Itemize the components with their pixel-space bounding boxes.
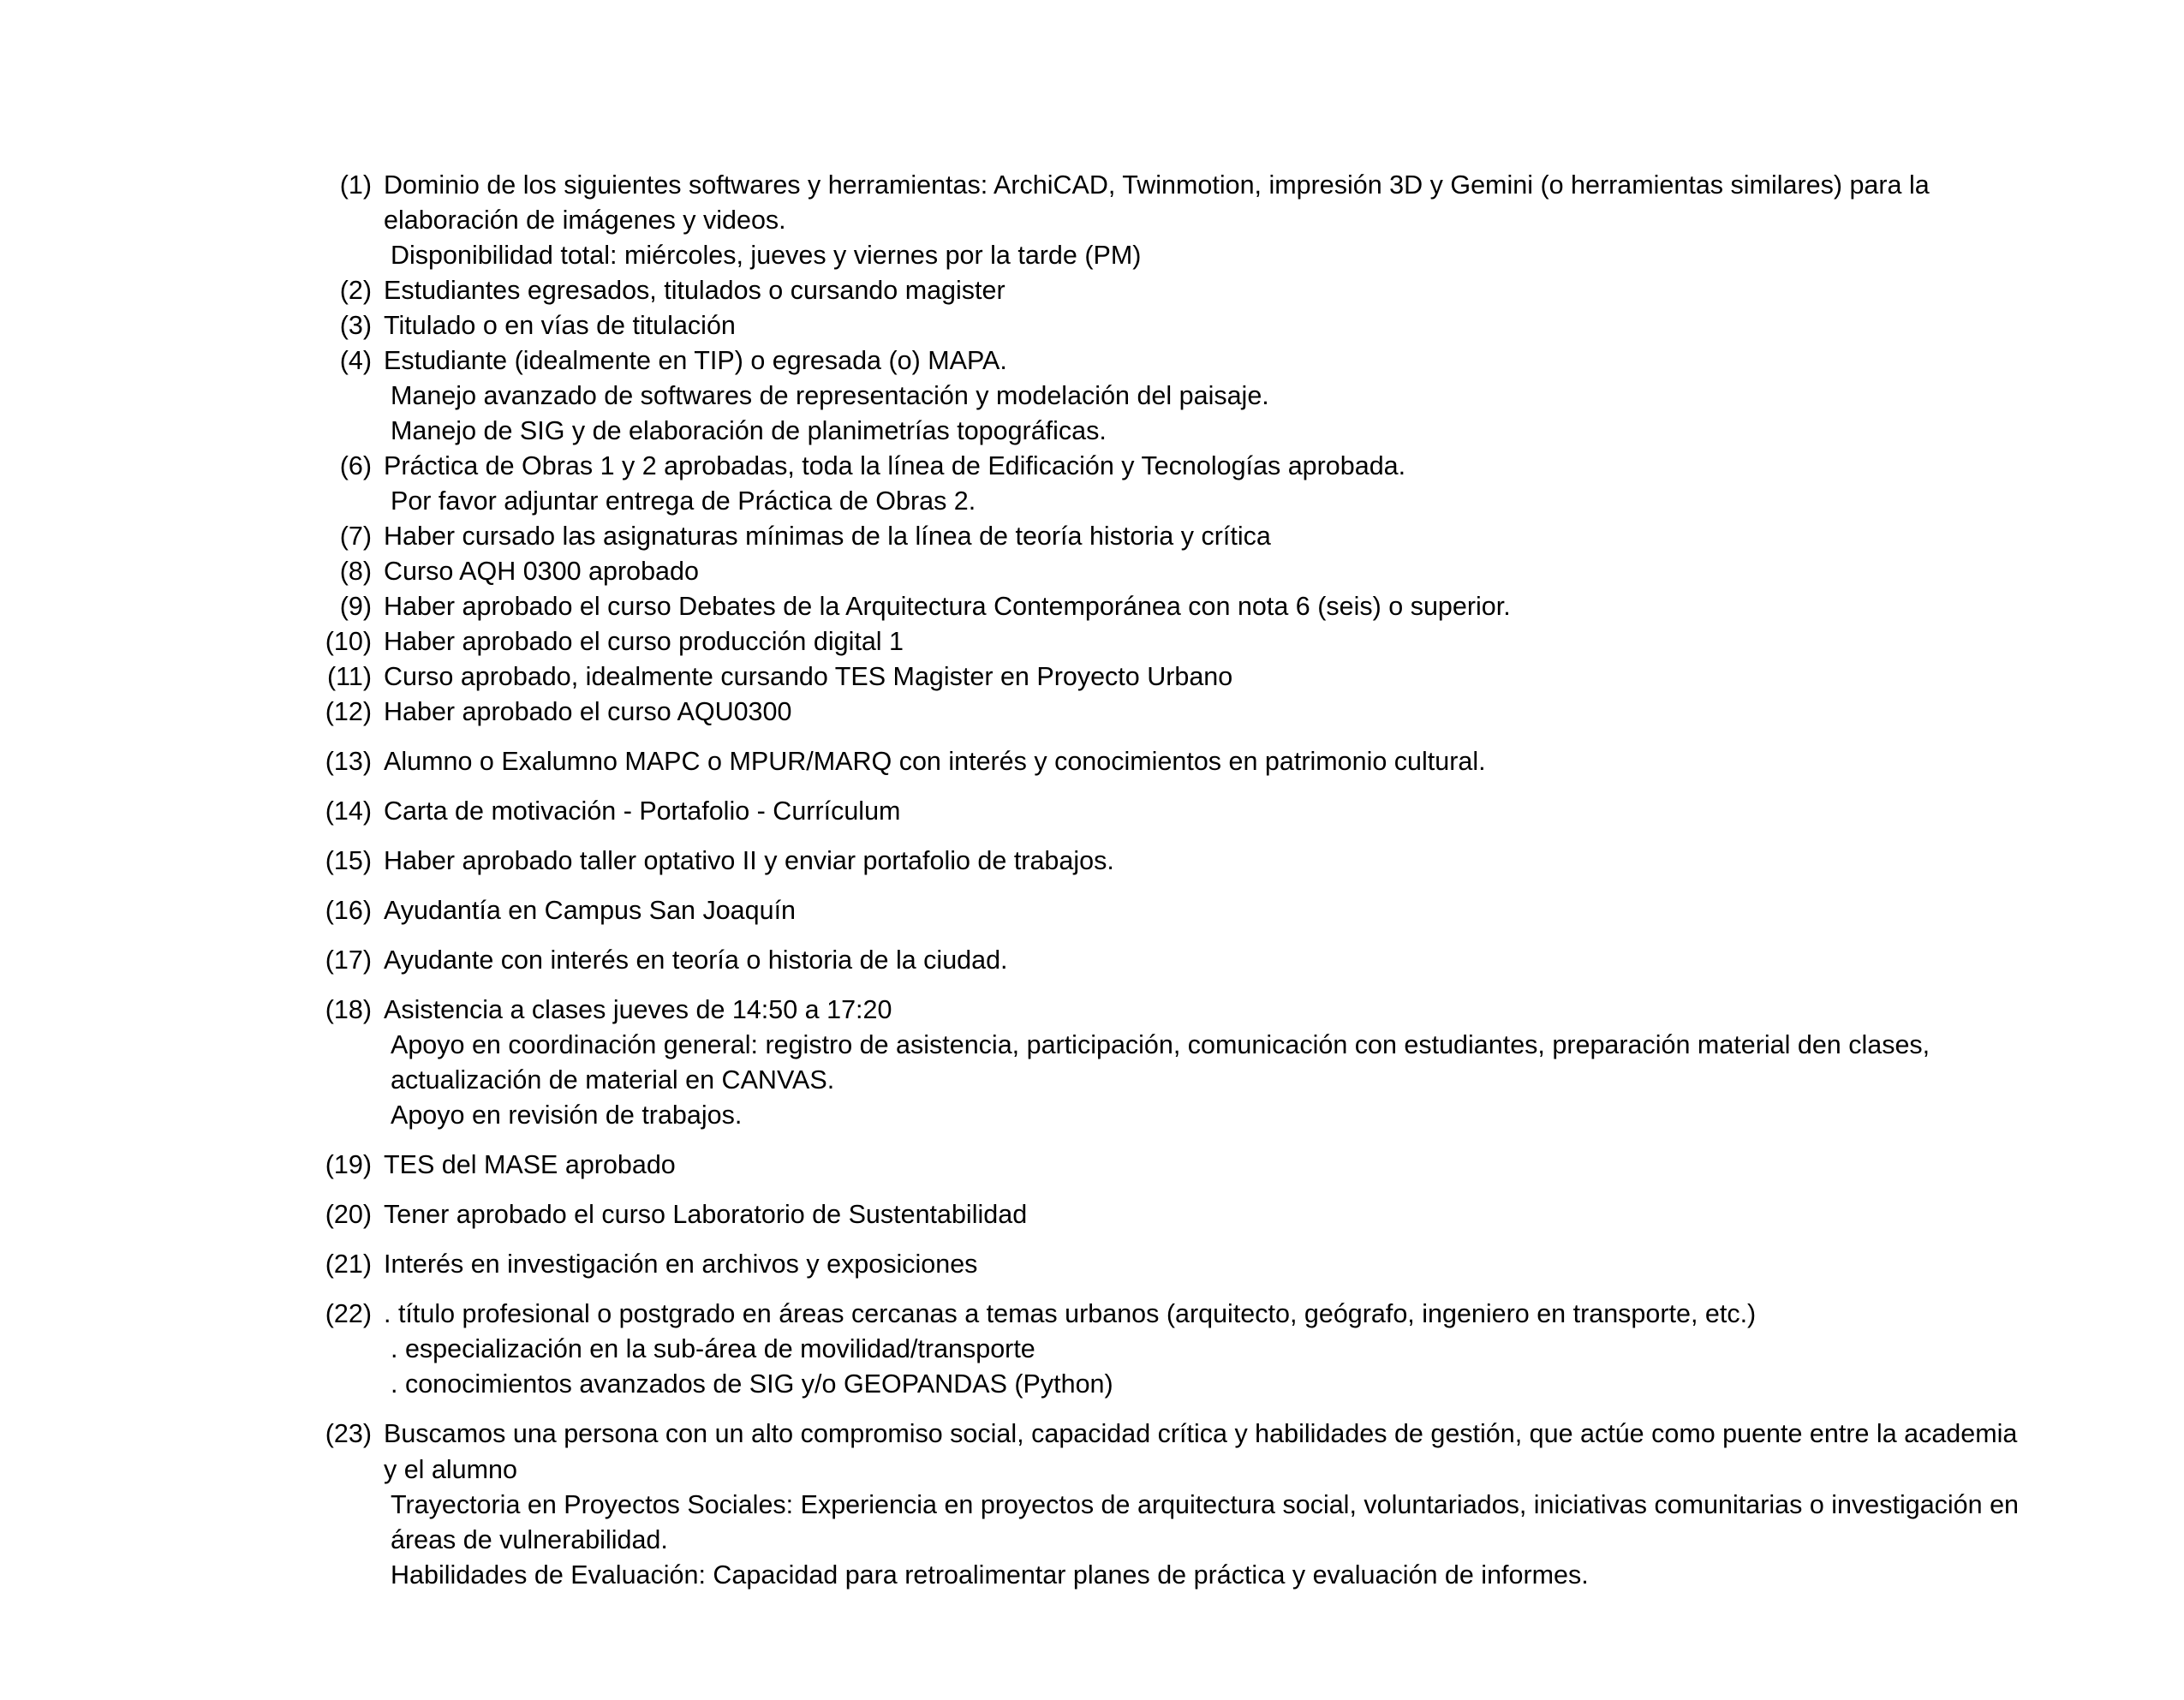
list-item [283, 659, 2030, 695]
list-item-text: Haber aprobado el curso AQU0300 [384, 697, 792, 727]
list-item-body [384, 519, 2030, 554]
list-item-marker: (16) [325, 896, 372, 926]
list-item-text: Tener aprobado el curso Laboratorio de Sustentabilidad [384, 1200, 1028, 1230]
list-item-body [384, 1148, 2030, 1183]
list-item-marker: (22) [325, 1299, 372, 1329]
list-item [283, 844, 2030, 879]
list-item-text: Estudiantes egresados, titulados o cursando magister [384, 276, 1005, 306]
list-item-text: Curso aprobado, idealmente cursando TES Magister en Proyecto Urbano [384, 662, 1233, 692]
list-item-body [384, 844, 2030, 879]
list-item-body [384, 659, 2030, 695]
list-item-text: Práctica de Obras 1 y 2 aprobadas, toda la línea de Edificación y Tecnologías aprobada. [384, 451, 1406, 481]
list-item-subline: Trayectoria en Proyectos Sociales: Experiencia en proyectos de arquitectura social, voluntariados, iniciativas comunitarias o investigación en áreas de vulnerabilidad. [391, 1489, 2020, 1554]
list-item-marker: (23) [325, 1419, 372, 1449]
list-item-marker: (17) [325, 945, 372, 975]
list-item-subline: . especialización en la sub-área de movilidad/transporte [391, 1334, 1035, 1364]
list-item [283, 794, 2030, 829]
list-item [283, 273, 2030, 308]
list-item-text: Titulado o en vías de titulación [384, 311, 736, 341]
list-item-text: Dominio de los siguientes softwares y herramientas: ArchiCAD, Twinmotion, impresión 3D y Gemini (o herramientas similares) para la elaboración de imágenes y videos. [384, 170, 1930, 236]
list-item-marker: (20) [325, 1200, 372, 1230]
list-item-marker: (15) [325, 846, 372, 876]
list-item-marker: (1) [339, 170, 372, 200]
list-item-marker: (19) [325, 1150, 372, 1180]
list-item-marker: (2) [339, 276, 372, 306]
list-item-text: Ayudante con interés en teoría o historia de la ciudad. [384, 945, 1008, 975]
list-item-marker: (11) [327, 662, 372, 692]
list-item-body [384, 744, 2030, 779]
list-item-subline: Manejo avanzado de softwares de representación y modelación del paisaje. [391, 381, 1269, 411]
list-item [283, 554, 2030, 589]
list-item [283, 1247, 2030, 1282]
list-item-marker: (21) [325, 1250, 372, 1279]
list-item-text: Curso AQH 0300 aprobado [384, 557, 699, 587]
list-item-body [384, 1417, 2030, 1592]
list-item-marker: (14) [325, 796, 372, 826]
list-item-body [384, 943, 2030, 978]
list-item [283, 893, 2030, 928]
list-item-text: Haber aprobado taller optativo II y enviar portafolio de trabajos. [384, 846, 1114, 876]
list-item-text: Haber cursado las asignaturas mínimas de la línea de teoría historia y crítica [384, 522, 1271, 552]
list-item-body [384, 1297, 2030, 1402]
list-item-text: Interés en investigación en archivos y exposiciones [384, 1250, 978, 1279]
list-item-marker: (10) [325, 627, 372, 657]
list-item-marker: (9) [339, 592, 372, 622]
list-item-body [384, 343, 2030, 449]
list-item-text: Haber aprobado el curso producción digital 1 [384, 627, 904, 657]
list-item-text: Haber aprobado el curso Debates de la Arquitectura Contemporánea con nota 6 (seis) o superior. [384, 592, 1511, 622]
list-item-body [384, 695, 2030, 730]
list-item-text: Ayudantía en Campus San Joaquín [384, 896, 797, 926]
list-item [283, 624, 2030, 659]
list-item-body [384, 1247, 2030, 1282]
list-item-text: . título profesional o postgrado en áreas cercanas a temas urbanos (arquitecto, geógrafo, ingeniero en transporte, etc.) [384, 1299, 1757, 1329]
list-item-body [384, 1197, 2030, 1232]
list-item-body [384, 893, 2030, 928]
requirements-list [283, 168, 2030, 1593]
list-item-subline: Apoyo en coordinación general: registro de asistencia, participación, comunicación con estudiantes, preparación material den clases, actualización de material en CANVAS. [391, 1030, 1930, 1095]
list-item-subline: . conocimientos avanzados de SIG y/o GEOPANDAS (Python) [391, 1369, 1113, 1399]
list-item-body [384, 794, 2030, 829]
list-item-subline: Manejo de SIG y de elaboración de planimetrías topográficas. [391, 416, 1107, 446]
list-item [283, 1417, 2030, 1592]
list-item-marker: (7) [339, 522, 372, 552]
list-item [283, 343, 2030, 449]
list-item [283, 1148, 2030, 1183]
list-item [283, 308, 2030, 343]
list-item-text: Alumno o Exalumno MAPC o MPUR/MARQ con interés y conocimientos en patrimonio cultural. [384, 747, 1486, 777]
list-item-subline: Habilidades de Evaluación: Capacidad para retroalimentar planes de práctica y evaluación de informes. [391, 1560, 1589, 1590]
list-item-body [384, 449, 2030, 519]
list-item-body [384, 273, 2030, 308]
list-item [283, 993, 2030, 1133]
list-item-text: Estudiante (idealmente en TIP) o egresada (o) MAPA. [384, 346, 1007, 376]
list-item-text: Buscamos una persona con un alto compromiso social, capacidad crítica y habilidades de gestión, que actúe como puente entre la academia y el alumno [384, 1419, 2018, 1484]
list-item [283, 519, 2030, 554]
list-item-body [384, 993, 2030, 1133]
list-item-marker: (13) [325, 747, 372, 777]
list-item-subline: Apoyo en revisión de trabajos. [391, 1101, 743, 1130]
list-item-body [384, 554, 2030, 589]
list-item-marker: (8) [339, 557, 372, 587]
list-item-marker: (12) [325, 697, 372, 727]
list-item-body [384, 308, 2030, 343]
list-item [283, 744, 2030, 779]
list-item [283, 695, 2030, 730]
list-item [283, 943, 2030, 978]
list-item-body [384, 589, 2030, 624]
list-item-body [384, 624, 2030, 659]
list-item-text: Carta de motivación - Portafolio - Currículum [384, 796, 901, 826]
list-item-marker: (18) [325, 995, 372, 1025]
list-item [283, 1297, 2030, 1402]
list-item-marker: (6) [339, 451, 372, 481]
list-item-subline: Disponibilidad total: miércoles, jueves y viernes por la tarde (PM) [391, 241, 1142, 271]
list-item-text: Asistencia a clases jueves de 14:50 a 17:20 [384, 995, 892, 1025]
list-item-subline: Por favor adjuntar entrega de Práctica de Obras 2. [391, 486, 976, 516]
list-item [283, 168, 2030, 273]
list-item [283, 1197, 2030, 1232]
list-item-text: TES del MASE aprobado [384, 1150, 676, 1180]
list-item-marker: (4) [339, 346, 372, 376]
list-item [283, 589, 2030, 624]
list-item-marker: (3) [339, 311, 372, 341]
list-item [283, 449, 2030, 519]
list-item-body [384, 168, 2030, 273]
